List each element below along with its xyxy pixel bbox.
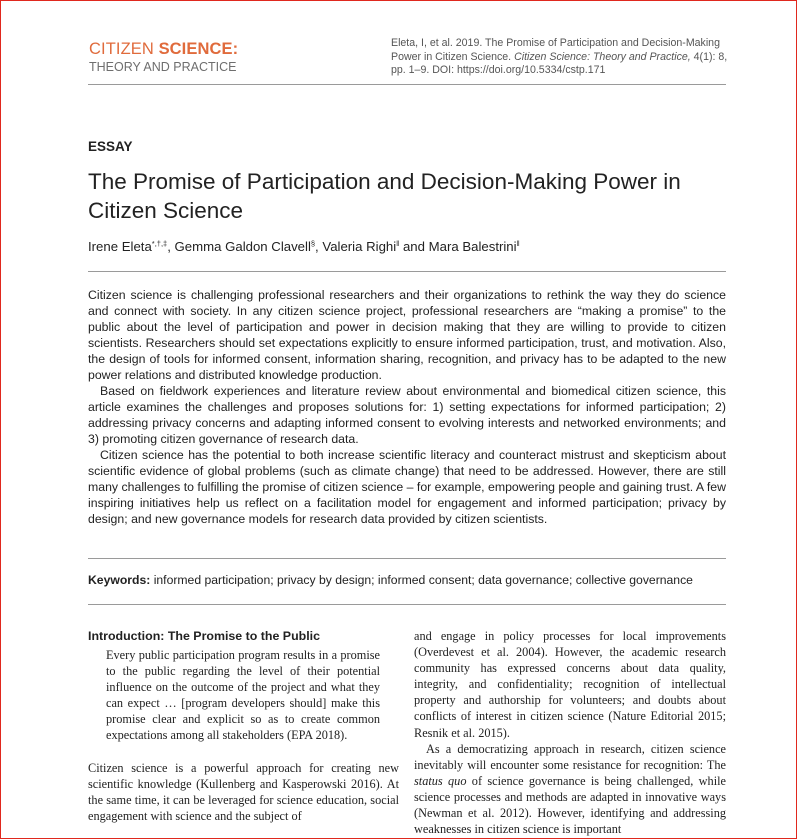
author-name: Mara Balestrini bbox=[428, 239, 517, 254]
author-separator: and bbox=[399, 239, 429, 254]
abstract-paragraph: Based on fieldwork experiences and literature review about environmental and biomedical citizen science, this article examines the challenges and proposes solutions for: 1) setting expectations for informed participation; 2) addressing privacy concerns and adapting informed consent to evolving interests and networked environments; and 3) promoting citizen governance of research data. bbox=[88, 384, 726, 446]
author-separator: , bbox=[167, 239, 175, 254]
journal-name-part1: CITIZEN bbox=[89, 40, 154, 58]
body-paragraph bbox=[414, 741, 726, 838]
body-text-segment: of science governance is being challenged, while science processes and methods are adapted in innovative ways (Newman et al. 2012). However, identifying and addressing weaknesses in citizen science is important bbox=[414, 773, 726, 837]
abstract-paragraph: Citizen science is challenging professional researchers and their organizations to rethink the way they do science and connect with society. In any citizen science project, professional researchers are “making a promise” to the public about the level of participation and power in decision making that they are willing to provide to citizen scientists. Researchers should set expectations explicitly to ensure informed participation, trust, and motivation. Also, the design of tools for informed consent, information sharing, recognition, and privacy has to be adapted to the new power relations and distributed knowledge production. bbox=[88, 288, 726, 382]
keywords-label: Keywords: bbox=[88, 573, 151, 587]
author-list bbox=[88, 239, 520, 254]
body-text-italic: status quo bbox=[414, 773, 467, 788]
author-name: Valeria Righi bbox=[322, 239, 397, 254]
keywords bbox=[88, 573, 693, 587]
body-text-segment: As a democratizing approach in research, citizen science inevitably will encounter some resistance for recognition: The bbox=[414, 741, 726, 772]
citation-journal: Citizen Science: Theory and Practice, bbox=[514, 50, 691, 63]
article-title: The Promise of Participation and Decision-Making Power in Citizen Science bbox=[88, 169, 681, 223]
body-column-left bbox=[88, 628, 399, 824]
epigraph-quote: Every public participation program results in a promise to the public regarding the level of their potential influence on the outcome of the project and what they can expect … [program developers should] make this promise clear and explicit so as to create common expectations among all stakeholders (EPA 2018). bbox=[106, 648, 380, 743]
body-column-right bbox=[414, 628, 726, 837]
section-heading: Introduction: The Promise to the Public bbox=[88, 629, 320, 643]
keywords-bottom-divider bbox=[88, 604, 726, 605]
author-name: Gemma Galdon Clavell bbox=[174, 239, 311, 254]
keywords-top-divider bbox=[88, 558, 726, 559]
body-paragraph: and engage in policy processes for local improvements (Overdevest et al. 2004). However, the academic research community has expressed concerns about data quality, integrity, and confidentiality; recognition of intellectual property and authorship for volunteers; and doubts about conflicts of interest in citizen science (Nature Editorial 2015; Resnik et al. 2015). bbox=[414, 629, 726, 740]
author-affiliation-marks: ‖ bbox=[516, 239, 520, 248]
keywords-text: informed participation; privacy by design; informed consent; data governance; collective governance bbox=[150, 573, 693, 587]
abstract-paragraph: Citizen science has the potential to both increase scientific literacy and counteract mistrust and skepticism about scientific evidence of global problems (such as climate change) that need to be addressed. However, there are still many challenges to fulfilling the promise of citizen science – for example, empowering people and gaining trust. A few inspiring initiatives help us reflect on a facilitation model for engagement and informed participation; privacy by design; and new governance models for research data provided by citizen scientists. bbox=[88, 448, 726, 526]
journal-name bbox=[89, 40, 238, 59]
article-type: ESSAY bbox=[88, 139, 133, 154]
author-separator: , bbox=[315, 239, 323, 254]
body-paragraph: Citizen science is a powerful approach for creating new scientific knowledge (Kullenberg and Kasperowski 2016). At the same time, it can be leveraged for science education, social engagement with science and the subject of bbox=[88, 760, 399, 823]
journal-subtitle: THEORY AND PRACTICE bbox=[89, 60, 237, 74]
author-affiliation-marks: ‖ bbox=[396, 239, 400, 248]
author-affiliation-marks: § bbox=[310, 239, 316, 248]
citation-prefix: Eleta, I, et al. 2019. The Promise of Participation and Decision-Making Power in Citizen Science. bbox=[391, 37, 720, 63]
journal-logo bbox=[89, 40, 238, 75]
author-name: Irene Eleta bbox=[88, 239, 152, 254]
citation bbox=[391, 37, 731, 78]
journal-name-part2: SCIENCE: bbox=[158, 40, 239, 58]
header-divider bbox=[88, 84, 726, 85]
author-affiliation-marks: *,†,‡ bbox=[151, 239, 168, 248]
citation-suffix: 4(1): 8, pp. 1–9. DOI: https://doi.org/10.5334/cstp.171 bbox=[391, 50, 728, 77]
abstract-top-divider bbox=[88, 271, 726, 272]
abstract bbox=[88, 287, 726, 527]
